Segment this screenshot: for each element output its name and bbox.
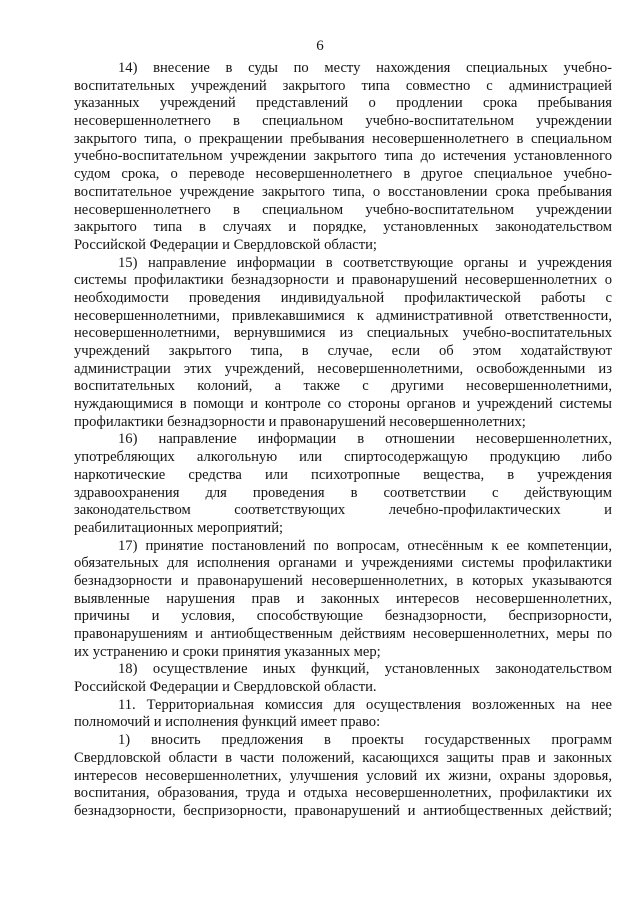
text-line: наркотические средства или психотропные вещества, в учреждения: [74, 466, 612, 483]
text-line: употребляющих алкогольную или спиртосодержащую продукцию либо: [74, 449, 612, 466]
text-line: 16) направление информации в отношении несовершеннолетних,: [118, 431, 612, 448]
text-line: выявленные нарушения прав и законных интересов несовершеннолетних,: [74, 590, 612, 607]
text-line: указанных учреждений представлений о продлении срока пребывания: [74, 95, 612, 112]
text-line: 17) принятие постановлений по вопросам, отнесённым к ее компетенции,: [118, 537, 612, 554]
text-line: Свердловской области в части положений, касающихся защиты прав и законных: [74, 749, 612, 766]
text-line: профилактики безнадзорности и правонарушений несовершеннолетних;: [74, 413, 526, 430]
text-line: безнадзорности, беспризорности, правонарушений и антиобщественных действий;: [74, 802, 612, 819]
text-line: причины и условия, способствующие безнадзорности, беспризорности,: [74, 608, 612, 625]
text-line: безнадзорности и правонарушений несовершеннолетних, в которых указываются: [74, 572, 612, 589]
text-line: системы профилактики безнадзорности и правонарушений несовершеннолетних о: [74, 272, 612, 289]
text-line: их устранению и сроки принятия указанных мер;: [74, 643, 381, 660]
document-body: [74, 60, 612, 821]
text-line: воспитания, образования, труда и отдыха несовершеннолетних, профилактики их: [74, 785, 612, 802]
text-line: закрытого типа в случаях и порядке, установленных законодательством: [74, 219, 612, 236]
text-line: 18) осуществление иных функций, установленных законодательством: [118, 661, 612, 678]
text-line: интересов несовершеннолетних, улучшения условий их жизни, охраны здоровья,: [74, 767, 612, 784]
text-line: несовершеннолетнего в специальном учебно-воспитательном учреждении: [74, 113, 612, 130]
text-line: Российской Федерации и Свердловской области.: [74, 679, 377, 696]
text-line: обязательных для исполнения органами и учреждениями системы профилактики: [74, 555, 612, 572]
text-line: воспитательных колоний, а также с другими несовершеннолетними,: [74, 378, 612, 395]
text-line: Российской Федерации и Свердловской области;: [74, 236, 377, 253]
text-line: нуждающимися в помощи и контроле со стороны органов и учреждений системы: [74, 396, 612, 413]
text-line: несовершеннолетними, вернувшимися из специальных учебно-воспитательных: [74, 325, 612, 342]
text-line: воспитательных учреждений закрытого типа совместно с администрацией: [74, 77, 612, 94]
text-line: необходимости проведения индивидуальной профилактической работы с: [74, 289, 612, 306]
text-line: полномочий и исполнения функций имеет право:: [74, 714, 381, 731]
text-line: 14) внесение в суды по месту нахождения специальных учебно-: [118, 60, 612, 76]
text-line: учебно-воспитательном учреждении закрытого типа до истечения установленного: [74, 148, 612, 165]
text-line: закрытого типа, о прекращении пребывания несовершеннолетнего в специальном: [74, 130, 612, 147]
text-line: законодательством соответствующих лечебно-профилактических и: [74, 502, 612, 519]
text-line: 11. Территориальная комиссия для осуществления возложенных на нее: [118, 696, 612, 713]
text-line: учреждений закрытого типа, в случае, если об этом ходатайствуют: [74, 343, 612, 359]
text-line: судом срока, о переводе несовершеннолетнего в другое специальное учебно-: [74, 166, 612, 183]
text-line: администрации этих учреждений, несовершеннолетними, освобожденными из: [74, 360, 612, 377]
text-line: воспитательное учреждение закрытого типа, о восстановлении срока пребывания: [74, 183, 612, 200]
text-line: правонарушениям и антиобщественным действиям несовершеннолетних, меры по: [74, 626, 612, 642]
page-number: 6: [316, 38, 324, 54]
text-line: 15) направление информации в соответствующие органы и учреждения: [118, 254, 612, 271]
text-line: несовершеннолетнего в специальном учебно-воспитательном учреждении: [74, 201, 612, 218]
text-line: здравоохранения для проведения в соответствии с действующим: [74, 484, 612, 501]
text-line: несовершеннолетними, привлекавшимися к административной ответственности,: [74, 307, 612, 324]
text-line: реабилитационных мероприятий;: [74, 519, 284, 536]
text-line: 1) вносить предложения в проекты государственных программ: [118, 732, 612, 749]
